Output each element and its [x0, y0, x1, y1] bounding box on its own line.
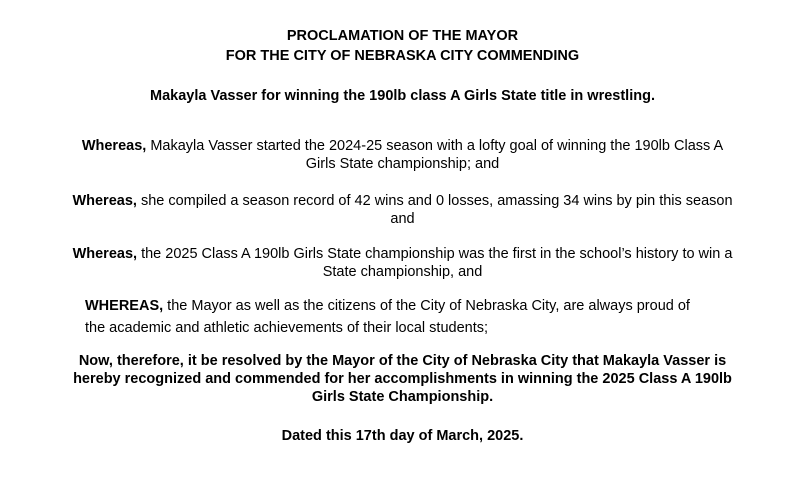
subject-line: Makayla Vasser for winning the 190lb class A Girls State title in wrestling. — [150, 88, 655, 104]
whereas-3-text: the 2025 Class A 190lb Girls State championship was the first in the school’s history to win a — [137, 246, 733, 262]
whereas-2-line-2: and — [390, 211, 415, 227]
whereas-1-line-1 — [0, 137, 805, 155]
whereas-4-line-2: the academic and athletic achievements of their local students; — [85, 320, 489, 336]
whereas-4-line-1 — [85, 295, 785, 317]
whereas-2-lead: Whereas, — [72, 193, 137, 209]
whereas-1-line-2: Girls State championship; and — [305, 156, 500, 172]
whereas-3-lead: Whereas, — [72, 246, 138, 262]
whereas-2-line-1 — [0, 192, 805, 210]
whereas-2-text: she compiled a season record of 42 wins and 0 losses, amassing 34 wins by pin this season — [136, 193, 733, 209]
title-line-1: PROCLAMATION OF THE MAYOR — [286, 28, 519, 44]
resolution-line-1: Now, therefore, it be resolved by the Mayor of the City of Nebraska City that Makayla Vasser is — [78, 353, 727, 369]
whereas-4-text: the Mayor as well as the citizens of the City of Nebraska City, are always proud of — [163, 298, 690, 314]
whereas-1-text: Makayla Vasser started the 2024-25 season with a lofty goal of winning the 190lb Class A — [146, 138, 724, 154]
title-line-2: FOR THE CITY OF NEBRASKA CITY COMMENDING — [225, 48, 580, 64]
dated-line: Dated this 17th day of March, 2025. — [281, 428, 524, 444]
whereas-4-lead: WHEREAS, — [85, 298, 164, 314]
whereas-3-line-1 — [0, 245, 805, 263]
resolution-line-2: hereby recognized and commended for her accomplishments in winning the 2025 Class A 190lb — [73, 371, 732, 387]
whereas-1-lead: Whereas, — [81, 138, 147, 154]
resolution-line-3: Girls State Championship. — [311, 389, 494, 405]
whereas-3-line-2: State championship, and — [322, 264, 483, 280]
